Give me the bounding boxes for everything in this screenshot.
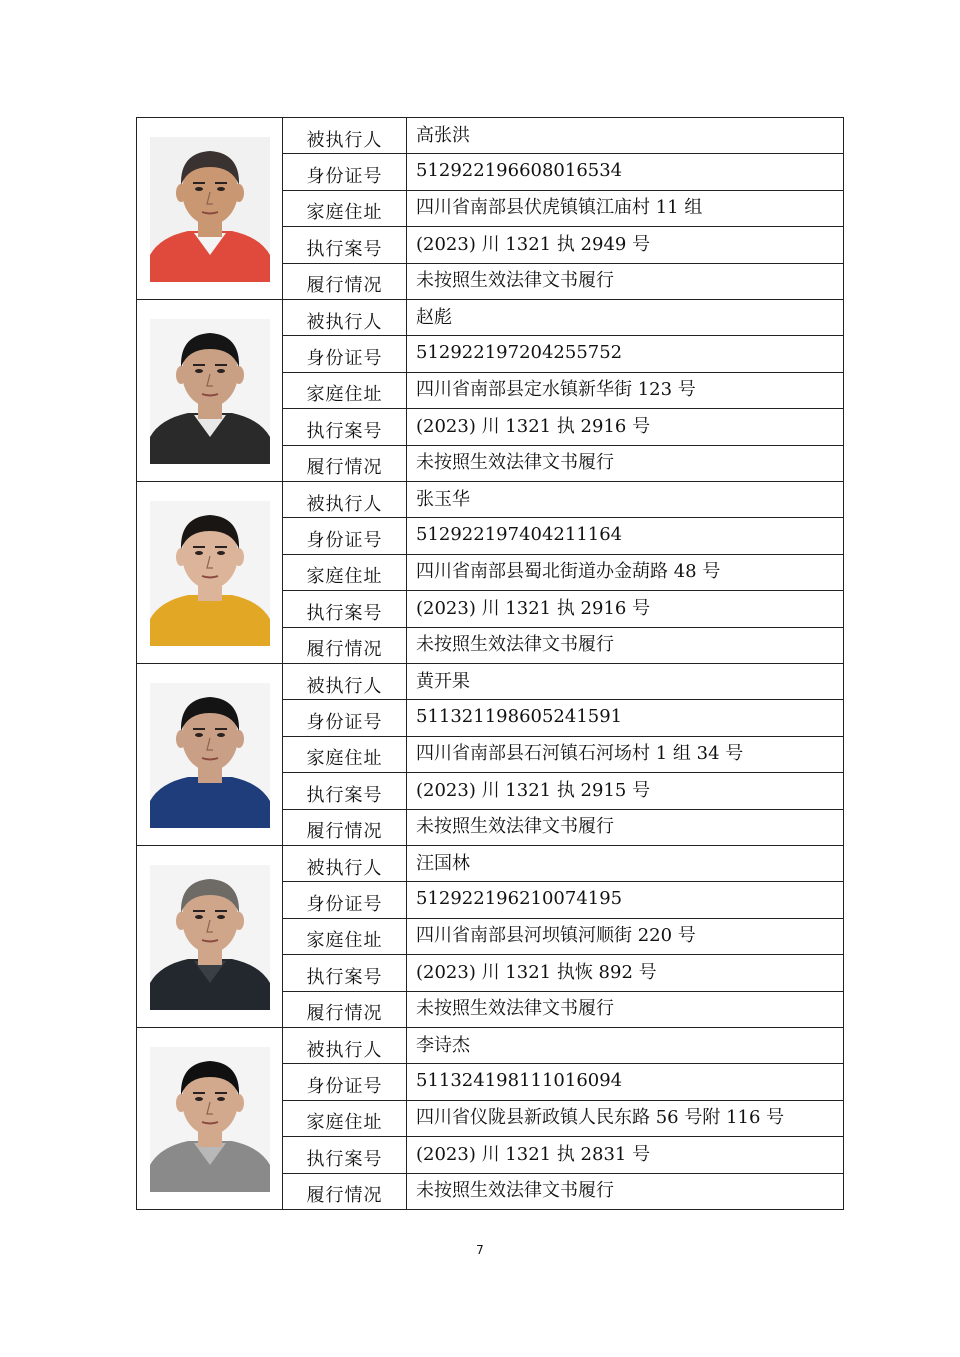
row-name (283, 482, 844, 518)
id-number-label: 身份证号 (283, 336, 407, 372)
portrait-svg (150, 1047, 270, 1192)
row-name (283, 1028, 844, 1064)
row-address (283, 555, 844, 591)
id-number-label: 身份证号 (283, 1064, 407, 1100)
id-number-label: 身份证号 (283, 700, 407, 736)
person-photo (150, 319, 270, 464)
case-number-value: (2023) 川 1321 执 2831 号 (407, 1137, 844, 1173)
enforcement-records-table (136, 117, 844, 1210)
row-address (283, 737, 844, 773)
status-label: 履行情况 (283, 264, 407, 300)
person-photo (150, 865, 270, 1010)
row-case-number (283, 409, 844, 445)
case-number-value: (2023) 川 1321 执 2916 号 (407, 591, 844, 627)
name-value: 高张洪 (407, 118, 844, 154)
row-case-number (283, 227, 844, 263)
address-label: 家庭住址 (283, 555, 407, 591)
record-block (137, 300, 844, 482)
address-label: 家庭住址 (283, 919, 407, 955)
address-value: 四川省南部县石河镇石河场村 1 组 34 号 (407, 737, 844, 773)
photo-cell (137, 118, 283, 300)
name-value: 汪国林 (407, 846, 844, 882)
row-id-number (283, 700, 844, 736)
name-value: 黄开果 (407, 664, 844, 700)
photo-cell (137, 664, 283, 846)
case-number-label: 执行案号 (283, 409, 407, 445)
address-value: 四川省仪陇县新政镇人民东路 56 号附 116 号 (407, 1101, 844, 1137)
row-name (283, 118, 844, 154)
case-number-label: 执行案号 (283, 227, 407, 263)
status-label: 履行情况 (283, 1174, 407, 1210)
id-number-value: 511324198111016094 (407, 1064, 844, 1100)
address-label: 家庭住址 (283, 1101, 407, 1137)
person-photo (150, 1047, 270, 1192)
portrait-svg (150, 683, 270, 828)
row-status (283, 1174, 844, 1210)
status-label: 履行情况 (283, 992, 407, 1028)
portrait-svg (150, 865, 270, 1010)
row-case-number (283, 773, 844, 809)
name-label: 被执行人 (283, 482, 407, 518)
photo-cell (137, 300, 283, 482)
status-value: 未按照生效法律文书履行 (407, 1174, 844, 1210)
name-value: 李诗杰 (407, 1028, 844, 1064)
address-label: 家庭住址 (283, 373, 407, 409)
address-label: 家庭住址 (283, 737, 407, 773)
status-value: 未按照生效法律文书履行 (407, 628, 844, 664)
case-number-label: 执行案号 (283, 1137, 407, 1173)
row-status (283, 810, 844, 846)
row-address (283, 191, 844, 227)
person-photo (150, 683, 270, 828)
case-number-value: (2023) 川 1321 执 2915 号 (407, 773, 844, 809)
record-block (137, 664, 844, 846)
name-value: 张玉华 (407, 482, 844, 518)
address-value: 四川省南部县蜀北街道办金葫路 48 号 (407, 555, 844, 591)
row-name (283, 300, 844, 336)
record-block (137, 482, 844, 664)
photo-cell (137, 846, 283, 1028)
address-label: 家庭住址 (283, 191, 407, 227)
id-number-label: 身份证号 (283, 882, 407, 918)
row-name (283, 846, 844, 882)
row-name (283, 664, 844, 700)
id-number-label: 身份证号 (283, 518, 407, 554)
photo-cell (137, 482, 283, 664)
case-number-label: 执行案号 (283, 591, 407, 627)
id-number-label: 身份证号 (283, 154, 407, 190)
row-status (283, 628, 844, 664)
portrait-svg (150, 501, 270, 646)
status-label: 履行情况 (283, 446, 407, 482)
status-label: 履行情况 (283, 810, 407, 846)
row-id-number (283, 154, 844, 190)
id-number-value: 512922196608016534 (407, 154, 844, 190)
record-block (137, 1028, 844, 1210)
portrait-svg (150, 137, 270, 282)
row-address (283, 1101, 844, 1137)
id-number-value: 512922196210074195 (407, 882, 844, 918)
id-number-value: 512922197204255752 (407, 336, 844, 372)
row-case-number (283, 955, 844, 991)
case-number-value: (2023) 川 1321 执 2916 号 (407, 409, 844, 445)
id-number-value: 512922197404211164 (407, 518, 844, 554)
id-number-value: 511321198605241591 (407, 700, 844, 736)
case-number-label: 执行案号 (283, 955, 407, 991)
name-label: 被执行人 (283, 118, 407, 154)
row-address (283, 919, 844, 955)
person-photo (150, 137, 270, 282)
row-id-number (283, 336, 844, 372)
status-value: 未按照生效法律文书履行 (407, 446, 844, 482)
row-status (283, 264, 844, 300)
name-label: 被执行人 (283, 1028, 407, 1064)
status-value: 未按照生效法律文书履行 (407, 810, 844, 846)
row-id-number (283, 518, 844, 554)
page-number: 7 (476, 1243, 484, 1257)
name-label: 被执行人 (283, 300, 407, 336)
name-label: 被执行人 (283, 846, 407, 882)
portrait-svg (150, 319, 270, 464)
status-value: 未按照生效法律文书履行 (407, 992, 844, 1028)
row-status (283, 446, 844, 482)
person-photo (150, 501, 270, 646)
case-number-value: (2023) 川 1321 执 2949 号 (407, 227, 844, 263)
row-case-number (283, 1137, 844, 1173)
record-block (137, 118, 844, 300)
name-value: 赵彪 (407, 300, 844, 336)
photo-cell (137, 1028, 283, 1210)
row-id-number (283, 882, 844, 918)
case-number-value: (2023) 川 1321 执恢 892 号 (407, 955, 844, 991)
address-value: 四川省南部县定水镇新华街 123 号 (407, 373, 844, 409)
name-label: 被执行人 (283, 664, 407, 700)
row-status (283, 992, 844, 1028)
case-number-label: 执行案号 (283, 773, 407, 809)
status-value: 未按照生效法律文书履行 (407, 264, 844, 300)
row-address (283, 373, 844, 409)
address-value: 四川省南部县河坝镇河顺街 220 号 (407, 919, 844, 955)
address-value: 四川省南部县伏虎镇镇江庙村 11 组 (407, 191, 844, 227)
row-id-number (283, 1064, 844, 1100)
record-block (137, 846, 844, 1028)
row-case-number (283, 591, 844, 627)
status-label: 履行情况 (283, 628, 407, 664)
